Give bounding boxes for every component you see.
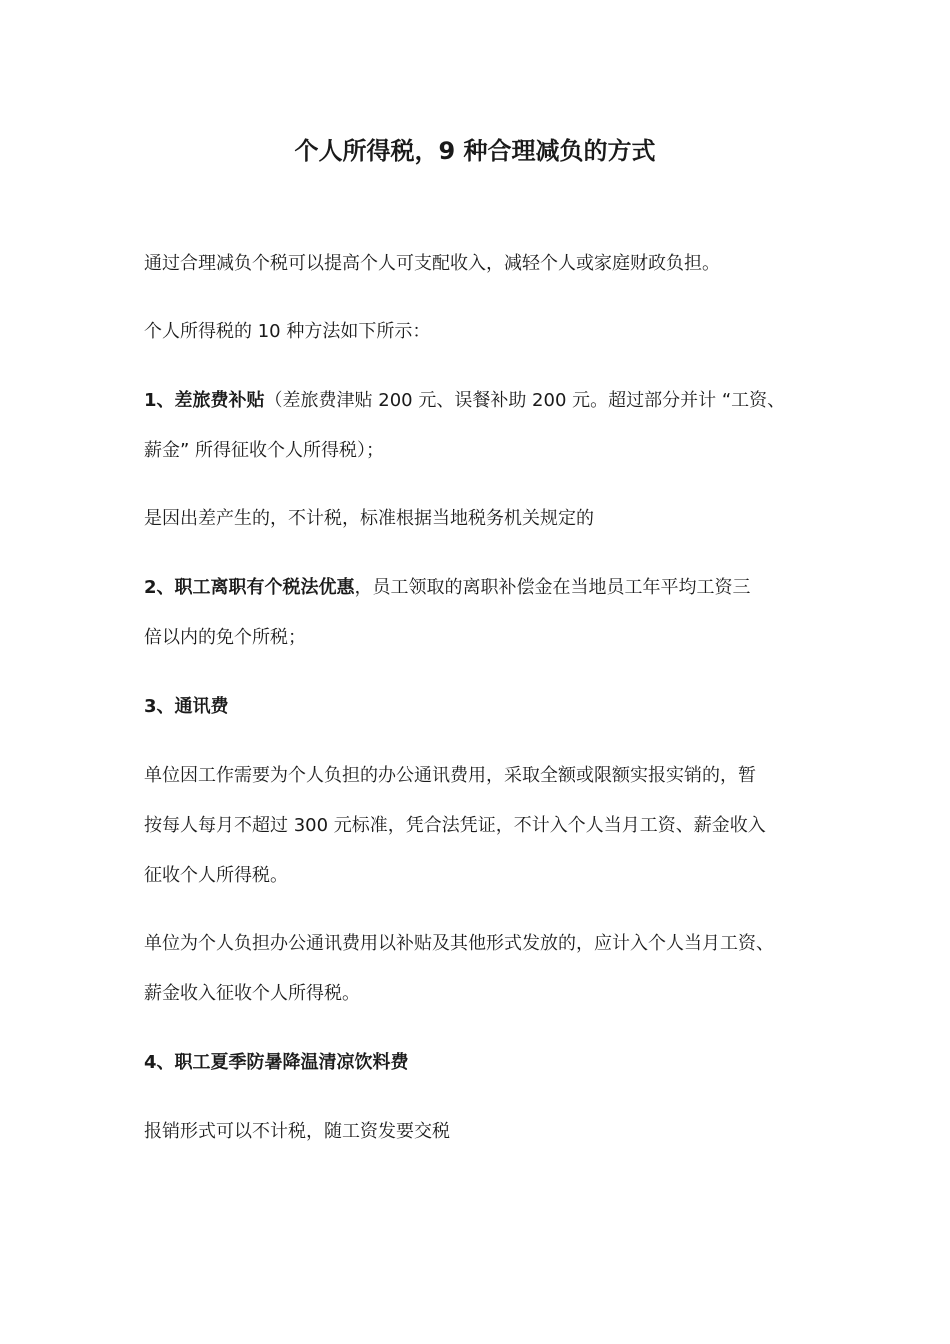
intro-text: 通过合理减负个税可以提高个人可支配收入，减轻个人或家庭财政负担。 bbox=[144, 253, 720, 274]
item4-heading: 4、职工夏季防暑降温清凉饮料费 bbox=[144, 1052, 409, 1073]
item2-paragraph bbox=[144, 563, 814, 663]
item2-heading: 2、职工离职有个税法优惠 bbox=[144, 577, 355, 598]
item3-paragraph-2 bbox=[144, 919, 814, 1019]
item1-paragraph bbox=[144, 376, 814, 476]
item3-p1-line2: 按每人每月不超过 300 元标准，凭合法凭证，不计入个人当月工资、薪金收入 bbox=[144, 815, 766, 836]
item1-note-text: 是因出差产生的，不计税，标准根据当地税务机关规定的 bbox=[144, 508, 594, 529]
item2-line1-text: ，员工领取的离职补偿金在当地员工年平均工资三 bbox=[354, 577, 751, 598]
item3-paragraph-1 bbox=[144, 751, 814, 901]
intro-paragraph bbox=[144, 239, 814, 289]
item3-heading: 3、通讯费 bbox=[144, 696, 229, 717]
item1-note-paragraph bbox=[144, 494, 814, 544]
item1-line2: 薪金” 所得征收个人所得税）； bbox=[144, 440, 385, 461]
item2-line1 bbox=[144, 563, 814, 613]
item4-note-text: 报销形式可以不计税，随工资发要交税 bbox=[144, 1121, 450, 1142]
item3-p2-line1: 单位为个人负担办公通讯费用以补贴及其他形式发放的，应计入个人当月工资、 bbox=[144, 933, 774, 954]
methods-lead-text: 个人所得税的 10 种方法如下所示： bbox=[144, 321, 431, 342]
item4-note-paragraph bbox=[144, 1107, 814, 1157]
methods-lead-paragraph bbox=[144, 307, 814, 357]
item4-heading-paragraph bbox=[144, 1038, 814, 1088]
item3-p2-line2: 薪金收入征收个人所得税。 bbox=[144, 983, 360, 1004]
item3-p1-line3: 征收个人所得税。 bbox=[144, 865, 288, 886]
item2-line2: 倍以内的免个所税； bbox=[144, 627, 306, 648]
document-title: 个人所得税，9 种合理减负的方式 bbox=[294, 137, 656, 165]
item1-heading: 1、差旅费补贴 bbox=[144, 390, 265, 411]
item3-p1-line1: 单位因工作需要为个人负担的办公通讯费用，采取全额或限额实报实销的，暂 bbox=[144, 765, 756, 786]
item1-line1 bbox=[144, 376, 814, 426]
item3-heading-paragraph bbox=[144, 682, 814, 732]
item1-line1-text: （差旅费津贴 200 元、误餐补助 200 元。超过部分并计 “工资、 bbox=[264, 390, 786, 411]
